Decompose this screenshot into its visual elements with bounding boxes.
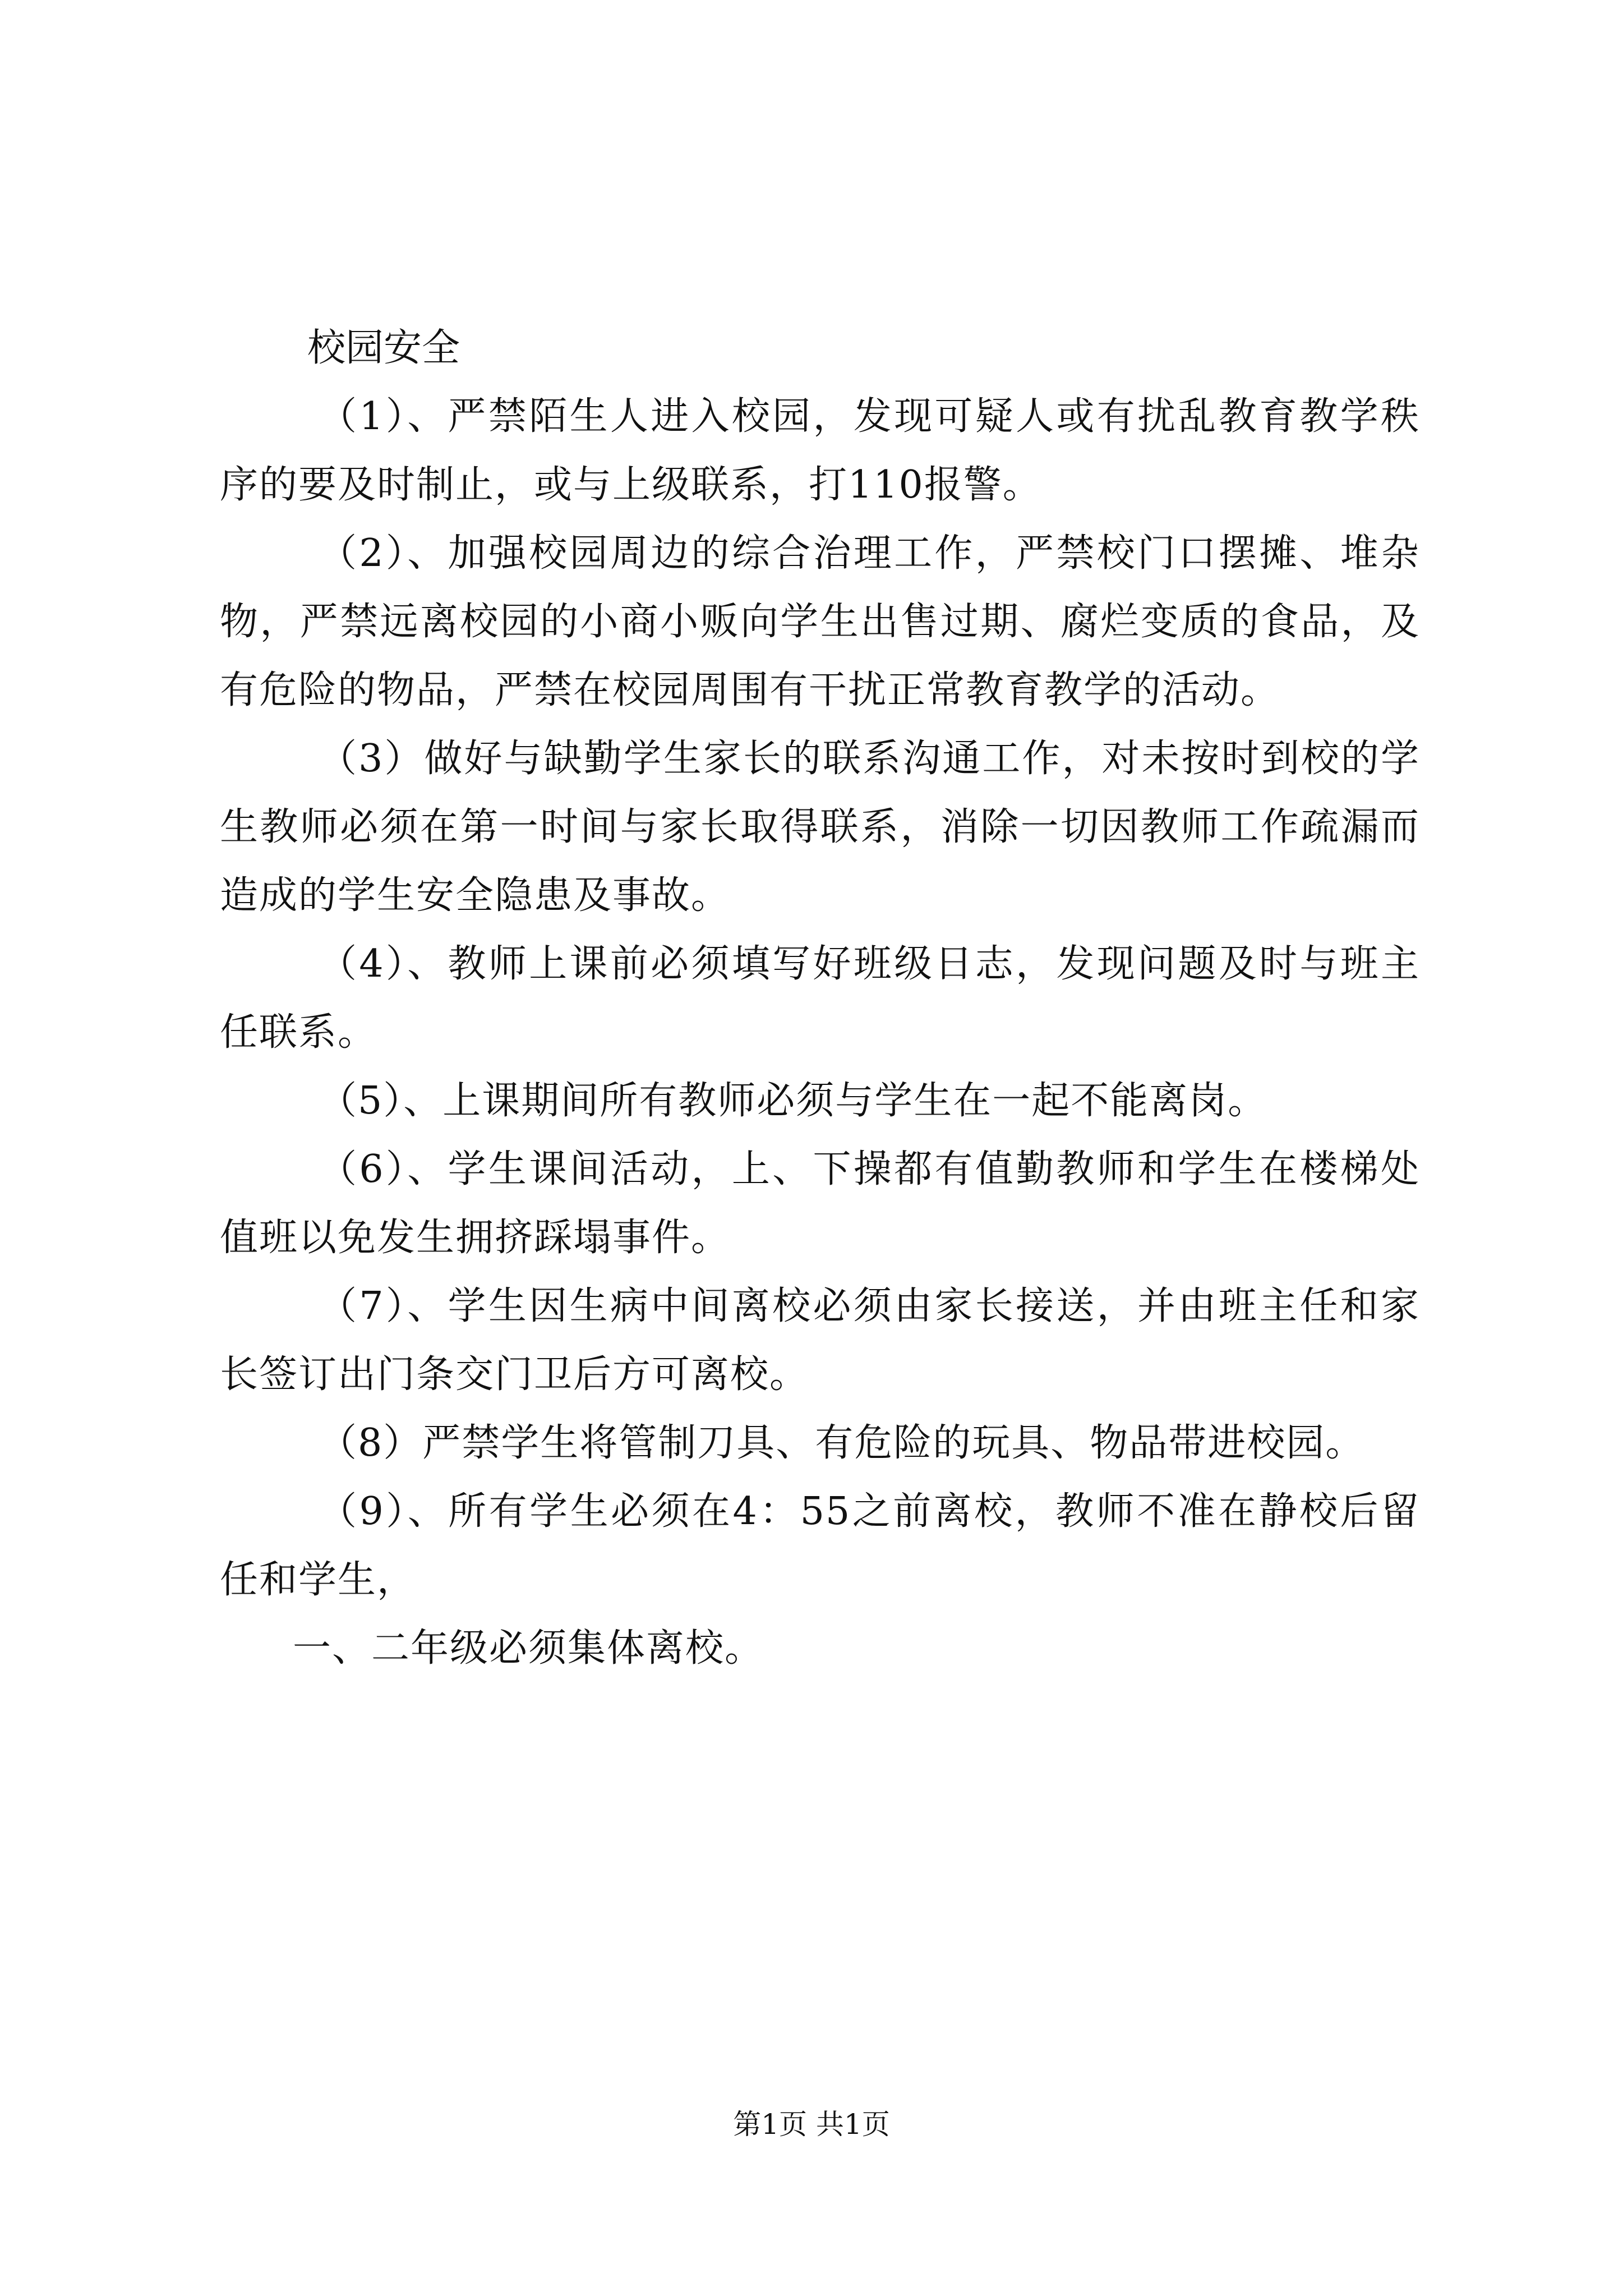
paragraph-8: （8）严禁学生将管制刀具、有危险的玩具、物品带进校园。 [319,1421,1365,1465]
paragraph-2: （2）、加强校园周边的综合治理工作，严禁校门口摆摊、堆杂物，严禁远离校园的小商小贩向学生出售过期、腐烂变质的食品，及有危险的物品，严禁在校园周围有干扰正常教育教学的活动。 [220,531,1420,712]
paragraph-9: （9）、所有学生必须在4：55之前离校，教师不准在静校后留任和学生， [220,1489,1420,1602]
paragraph-1: （1）、严禁陌生人进入校园，发现可疑人或有扰乱教育教学秩序的要及时制止，或与上级联系，打110报警。 [220,394,1420,507]
paragraph-5: （5）、上课期间所有教师必须与学生在一起不能离岗。 [319,1079,1267,1123]
page-number-footer: 第1页 共1页 [733,2108,890,2141]
document-body [220,314,1420,1683]
paragraph-6: （6）、学生课间活动，上、下操都有值勤教师和学生在楼梯处值班以免发生拥挤踩塌事件。 [220,1147,1420,1260]
document-title: 校园安全 [307,326,460,370]
paragraph-10: 一、二年级必须集体离校。 [293,1626,764,1671]
paragraph-7: （7）、学生因生病中间离校必须由家长接送，并由班主任和家长签订出门条交门卫后方可离校。 [220,1284,1420,1397]
paragraph-4: （4）、教师上课前必须填写好班级日志，发现问题及时与班主任联系。 [220,942,1420,1055]
paragraph-3: （3）做好与缺勤学生家长的联系沟通工作，对未按时到校的学生教师必须在第一时间与家长取得联系，消除一切因教师工作疏漏而造成的学生安全隐患及事故。 [220,737,1420,918]
